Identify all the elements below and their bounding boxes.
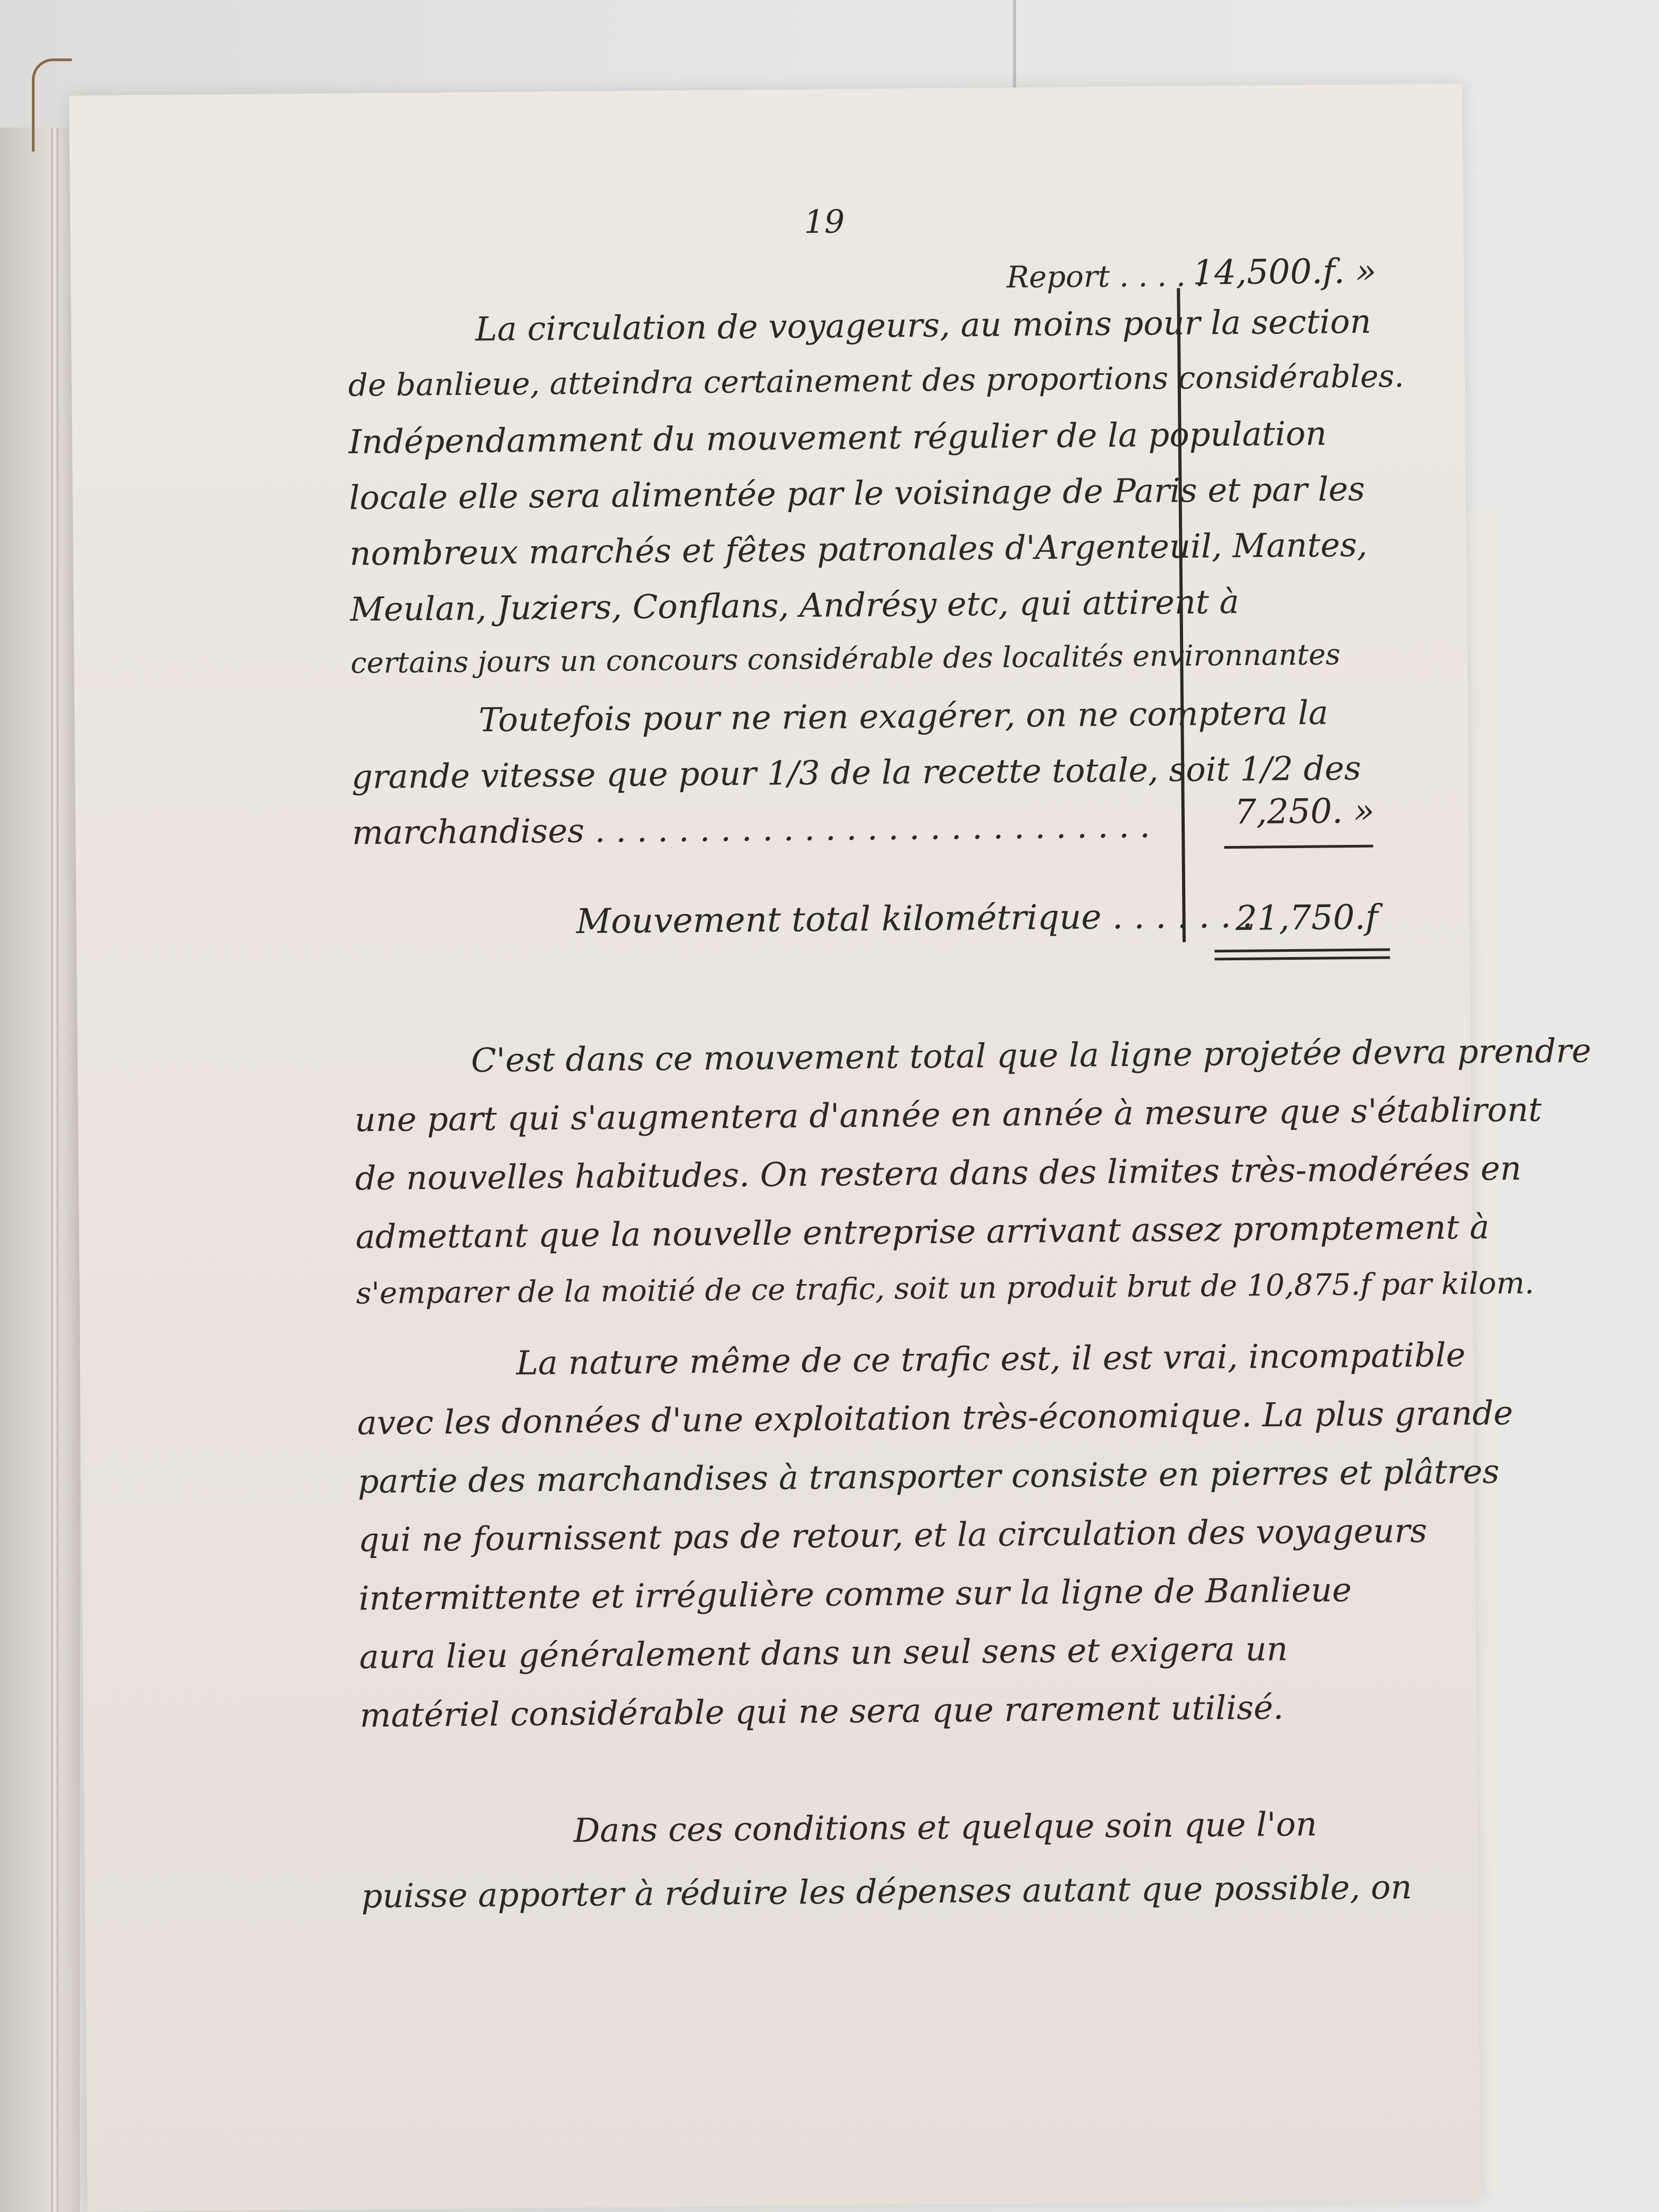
text-line: Toutefois pour ne rien exagérer, on ne comptera la xyxy=(478,693,1329,740)
text-line: locale elle sera alimentée par le voisinage de Paris et par les xyxy=(349,469,1365,517)
text-line: de banlieue, atteindra certainement des proportions considérables. xyxy=(348,358,1404,404)
text-line: aura lieu généralement dans un seul sens et exigera un xyxy=(359,1629,1288,1677)
text-line: grande vitesse que pour 1/3 de la recette totale, soit 1/2 des xyxy=(351,748,1361,797)
text-line: Meulan, Juziers, Conflans, Andrésy etc, qui attirent à xyxy=(350,582,1239,629)
text-line: de nouvelles habitudes. On restera dans des limites très-modérées en xyxy=(355,1149,1522,1198)
text-line: matériel considérable qui ne sera que rarement utilisé. xyxy=(359,1688,1284,1735)
text-line: avec les données d'une exploitation très-économique. La plus grande xyxy=(357,1393,1513,1443)
binding-thread xyxy=(32,58,72,152)
text-line: intermittente et irrégulière comme sur la ligne de Banlieue xyxy=(358,1570,1352,1618)
text-line: une part qui s'augmentera d'année en année à mesure que s'établiront xyxy=(354,1090,1542,1139)
manuscript-page xyxy=(69,83,1591,2212)
text-line: certains jours un concours considérable des localités environnantes xyxy=(350,638,1341,680)
text-line: qui ne fournissent pas de retour, et la circulation des voyageurs xyxy=(358,1511,1428,1560)
grande-vitesse-amount: 7,250. » xyxy=(1234,791,1375,832)
total-amount: 21,750.f xyxy=(1235,898,1378,939)
text-line: s'emparer de la moitié de ce trafic, soit un produit brut de 10,875.f par kilom. xyxy=(356,1266,1535,1311)
sum-rule xyxy=(1224,845,1373,849)
total-label: Mouvement total kilométrique . . . . . . . xyxy=(576,896,1253,942)
binding-spine xyxy=(51,128,58,2212)
total-rule-2 xyxy=(1214,956,1390,960)
text-line: La circulation de voyageurs, au moins pour la section xyxy=(475,301,1371,349)
text-line: admettant que la nouvelle entreprise arrivant assez promptement à xyxy=(355,1207,1490,1256)
text-line: Dans ces conditions et quelque soin que l'on xyxy=(573,1804,1318,1850)
text-line: nombreux marchés et fêtes patronales d'Argenteuil, Mantes, xyxy=(349,525,1368,573)
text-line: marchandises . . . . . . . . . . . . . . . . . . . . . . . . . . . xyxy=(351,806,1151,852)
report-value: 14,500.f. » xyxy=(1192,252,1377,293)
text-line: partie des marchandises à transporter consiste en pierres et plâtres xyxy=(357,1452,1500,1501)
page-number: 19 xyxy=(803,203,845,241)
report-label: Report . . . . . xyxy=(1006,258,1205,295)
text-line: puisse apporter à réduire les dépenses autant que possible, on xyxy=(361,1867,1412,1916)
total-rule-1 xyxy=(1214,948,1390,952)
text-line: C'est dans ce mouvement total que la ligne projetée devra prendre xyxy=(471,1031,1591,1080)
text-line: La nature même de ce trafic est, il est vrai, incompatible xyxy=(516,1335,1466,1382)
left-page-edge xyxy=(0,128,80,2212)
text-line: Indépendamment du mouvement régulier de la population xyxy=(348,414,1327,462)
